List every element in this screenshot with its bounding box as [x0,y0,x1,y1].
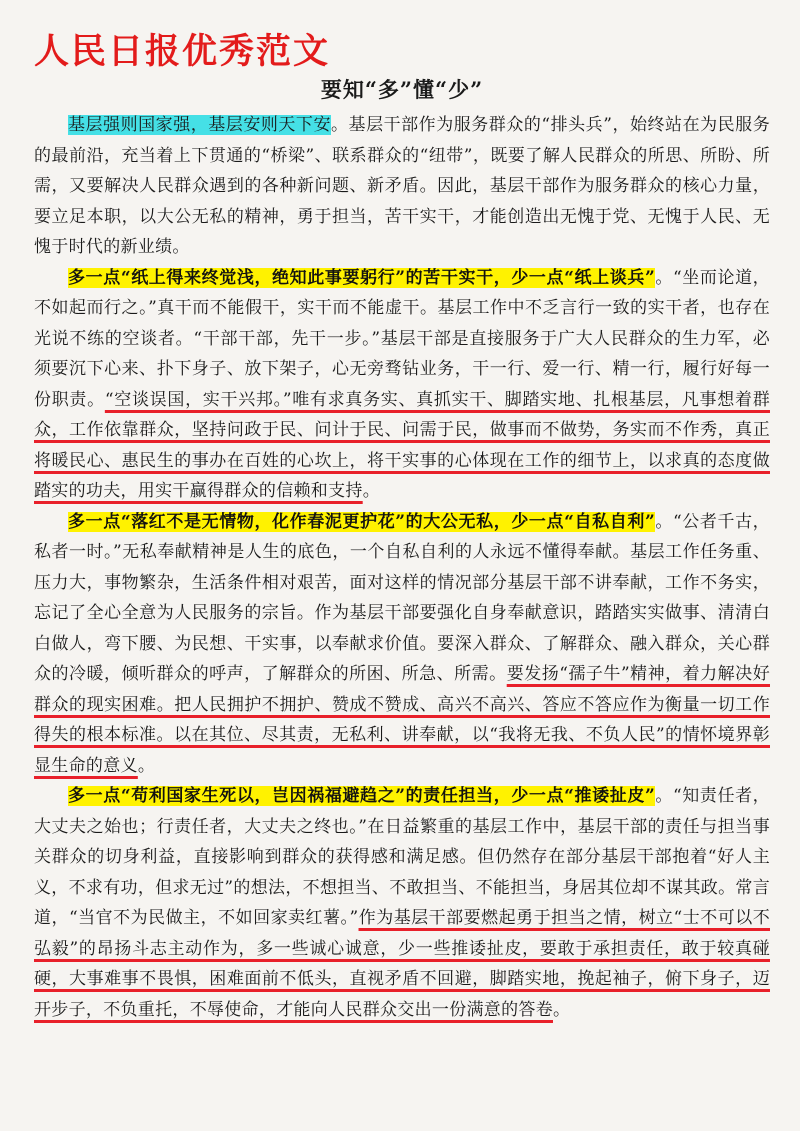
paragraph-text: “坐而论道，不如起而行之。”真干而不能假干，实干而不能虚干。基层工作中不乏言行一致的实干者，也存在光说不练的空谈者。“干部干部，先干一步。”基层干部是直接服务于广大人民群众的生力军，必须要沉下心来、扑下身子、放下架子，心无旁骛钻业务，干一行、爱一行、精一行，履行好每一份职责。 [34,267,770,410]
paragraph-text: “知责任者，大丈夫之始也；行责任者，大丈夫之终也。”在日益繁重的基层工作中，基层干部的责任与担当事关群众的切身利益，直接影响到群众的获得感和满足感。但仍然存在部分基层干部抱着“好人主义，不求有功，但求无过”的想法，不想担当、不敢担当、不能担当，身居其位却不谋其政。常言道，“当官不为民做主，不如回家卖红薯。” [34,786,770,928]
paragraph-3 [34,507,770,782]
header-title: 人民日报优秀范文 [34,32,331,72]
underlined-text: 要发扬“孺子牛”精神，着力解决好群众的现实困难。把人民拥护不拥护、赞成不赞成、高兴不高兴、答应不答应作为衡量一切工作得失的根本标准。以在其位、尽其责，无私利、讲奉献，以“我将无我、不负人民”的情怀境界彰显生命的意义 [34,664,770,776]
paragraph-end: 。 [137,755,156,776]
paragraph-2 [34,263,770,507]
section-heading: 多一点“苟利国家生死以，岂因祸福避趋之”的责任担当，少一点“推诿扯皮” [68,786,656,806]
cyan-highlight: 基层强则国家强，基层安则天下安 [68,115,331,135]
paragraph-text: 。基层干部作为服务群众的“排头兵”，始终站在为民服务的最前沿，充当着上下贯通的“桥梁”、联系群众的“纽带”，既要了解人民群众的所思、所盼、所需，又要解决人民群众遇到的各种新问题、新矛盾。因此，基层干部作为服务群众的核心力量，要立足本职，以大公无私的精神，勇于担当，苦干实干，才能创造出无愧于党、无愧于人民、无愧于时代的新业绩。 [34,115,771,257]
section-heading: 多一点“落红不是无情物，化作春泥更护花”的大公无私，少一点“自私自利” [68,511,656,532]
article-title: 要知“多”懂“少” [320,77,484,102]
paragraph-4 [34,781,770,1025]
paragraph-end: 。 [362,481,381,501]
heading-end: 。 [655,267,673,288]
underlined-text: 作为基层干部要燃起勇于担当之情，树立“士不可以不弘毅”的昂扬斗志主动作为，多一些诚心诚意，少一些推诿扯皮，要敢于承担责任，敢于较真碰硬，大事难事不畏惧，困难面前不低头，直视矛盾不回避，脚踏实地，挽起袖子，俯下身子，迈开步子，不负重托，不辱使命，才能向人民群众交出一份满意的答卷 [34,908,770,1020]
heading-end: 。 [655,786,673,806]
paragraph-text: “公者千古，私者一时。”无私奉献精神是人生的底色，一个自私自利的人永远不懂得奉献。基层工作任务重、压力大，事物繁杂，生活条件相对艰苦，面对这样的情况部分基层干部不讲奉献，工作不务实，忘记了全心全意为人民服务的宗旨。作为基层干部要强化自身奉献意识，踏踏实实做事、清清白白做人，弯下腰、为民想、干实事，以奉献求价值。要深入群众、了解群众、融入群众，关心群众的冷暖，倾听群众的呼声，了解群众的所困、所急、所需。 [34,511,770,684]
underlined-text: “空谈误国，实干兴邦。”唯有求真务实、真抓实干、脚踏实地、扎根基层，凡事想着群众，工作依靠群众，坚持问政于民、问计于民、问需于民，做事而不做势，务实而不作秀，真正将暖民心、惠民生的事办在百姓的心坎上，将干实事的心体现在工作的细节上，以求真的态度做踏实的功夫，用实干赢得群众的信赖和支持 [34,389,770,501]
paragraph-1 [34,110,770,263]
paragraph-end: 。 [553,999,571,1020]
heading-end: 。 [655,511,673,532]
section-heading: 多一点“纸上得来终觉浅，绝知此事要躬行”的苦干实干，少一点“纸上谈兵” [68,267,656,288]
